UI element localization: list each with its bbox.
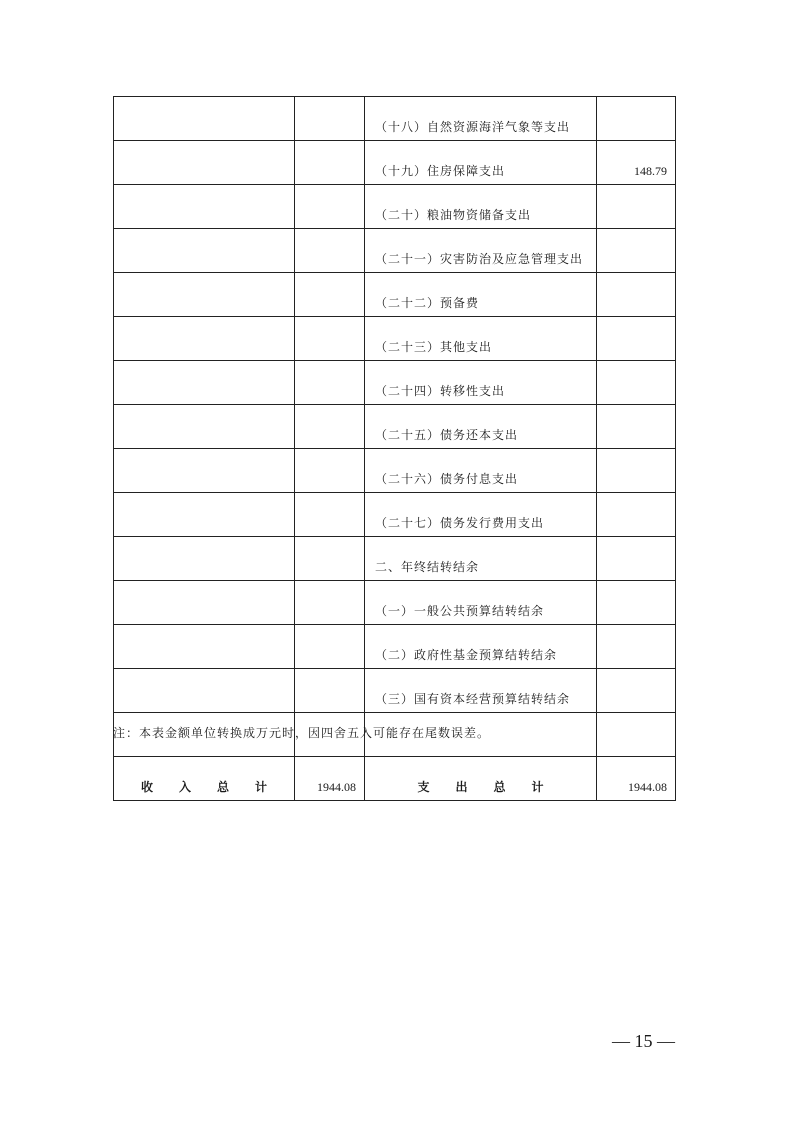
expense-item-label: （二十四）转移性支出 [365,361,597,405]
budget-table [113,96,676,801]
income-amount-cell [295,625,365,669]
expense-item-label: （三）国有资本经营预算结转结余 [365,669,597,713]
expense-item-label: （二十一）灾害防治及应急管理支出 [365,229,597,273]
income-total-label: 收入总计 [114,757,295,801]
page-number: — 15 — [612,1031,675,1051]
table-row [114,317,676,361]
totals-row [114,757,676,801]
income-amount-cell [295,537,365,581]
income-amount-cell [295,317,365,361]
income-amount-cell [295,97,365,141]
income-item-cell [114,405,295,449]
expense-item-label: （二十二）预备费 [365,273,597,317]
expense-item-label: （二十五）债务还本支出 [365,405,597,449]
income-item-cell [114,449,295,493]
expense-amount-cell [597,317,676,361]
table-row [114,625,676,669]
table-row [114,493,676,537]
table-row [114,405,676,449]
expense-item-label: （十八）自然资源海洋气象等支出 [365,97,597,141]
income-item-cell [114,97,295,141]
expense-item-label: （二十七）债务发行费用支出 [365,493,597,537]
income-item-cell [114,625,295,669]
table-row [114,449,676,493]
table-row [114,185,676,229]
expense-item-label: （二）政府性基金预算结转结余 [365,625,597,669]
expense-total-label: 支出总计 [365,757,597,801]
income-amount-cell [295,273,365,317]
expense-amount-cell: 148.79 [597,141,676,185]
expense-item-label: （二十三）其他支出 [365,317,597,361]
expense-item-label: （一）一般公共预算结转结余 [365,581,597,625]
table-row [114,537,676,581]
expense-amount-cell [597,229,676,273]
expense-item-label: 二、年终结转结余 [365,537,597,581]
income-amount-cell [295,185,365,229]
income-item-cell [114,273,295,317]
expense-item-label: （十九）住房保障支出 [365,141,597,185]
table-row [114,229,676,273]
expense-amount-cell [597,537,676,581]
expense-item-label: （二十六）债务付息支出 [365,449,597,493]
expense-amount-cell [597,273,676,317]
table-row [114,669,676,713]
income-item-cell [114,141,295,185]
expense-amount-cell [597,581,676,625]
expense-amount-cell [597,493,676,537]
income-amount-cell [295,361,365,405]
expense-amount-cell [597,625,676,669]
expense-amount-cell [597,361,676,405]
income-amount-cell [295,581,365,625]
income-amount-cell [295,449,365,493]
expense-total-value: 1944.08 [597,757,676,801]
table-row [114,141,676,185]
income-amount-cell [295,493,365,537]
income-amount-cell [295,141,365,185]
income-item-cell [114,581,295,625]
table-note: 注：本表金额单位转换成万元时，因四舍五入可能存在尾数误差。 [113,726,491,740]
income-item-cell [114,669,295,713]
expense-amount-cell [597,449,676,493]
income-item-cell [114,317,295,361]
expense-amount-cell [597,405,676,449]
income-item-cell [114,361,295,405]
income-item-cell [114,493,295,537]
income-total-value: 1944.08 [295,757,365,801]
income-amount-cell [295,229,365,273]
table-row [114,361,676,405]
table-row [114,581,676,625]
table-body [114,97,676,757]
expense-amount-cell [597,713,676,757]
expense-amount-cell [597,97,676,141]
expense-amount-cell [597,185,676,229]
income-item-cell [114,537,295,581]
income-amount-cell [295,669,365,713]
table-row [114,273,676,317]
income-item-cell [114,185,295,229]
income-amount-cell [295,405,365,449]
expense-amount-cell [597,669,676,713]
table-row [114,97,676,141]
income-item-cell [114,229,295,273]
expense-item-label: （二十）粮油物资储备支出 [365,185,597,229]
